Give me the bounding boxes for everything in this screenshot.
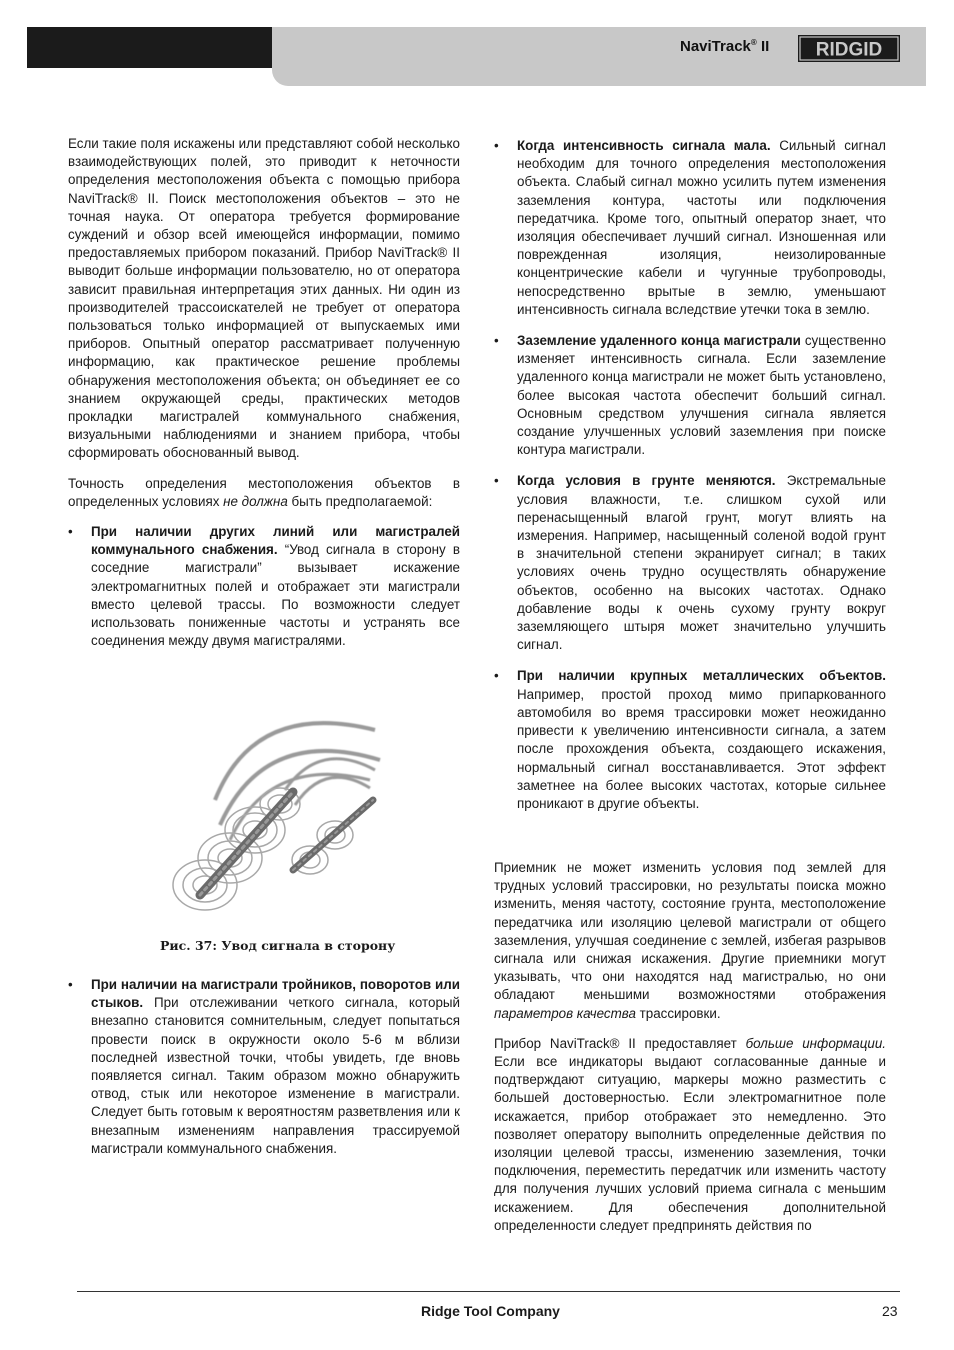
header-black-bar: [27, 27, 272, 68]
left-column-lower: [68, 976, 460, 1171]
paragraph: Прибор NaviTrack® II предоставляет больше информации. Если все индикаторы выдают согласованные данные и подтверждают ситуацию, маркеры можно разместить с большей достоверностью. Если электромагнитное поле искажается, прибор отображает это немедленно. Это позволяет оператору выполнить определенные действия по изоляции целевой трассы, изменению заземления, точки подключения, переместить передатчик или изменить частоту для получения лучших условий приема сигнала с меньшим искажением. Для обеспечения дополнительной определенности следует предпринять действия по: [494, 1035, 886, 1233]
footer-divider: [77, 1291, 900, 1292]
right-column-lower: [494, 859, 886, 1247]
right-column: [494, 137, 886, 826]
left-column: [68, 135, 460, 663]
footer-company: Ridge Tool Company: [421, 1303, 560, 1319]
list-item: • При наличии других линий или магистралей коммунального снабжения. “Увод сигнала в сторону в соседние магистрали” вызывает искажение электромагнитных полей и отображает эти магистрали вместо целевой трассы. По возможности следует использовать пониженные частоты и устранять все соединения между двумя магистралями.: [68, 523, 460, 650]
header-gray-tab: [272, 68, 926, 86]
bullet-list: [68, 976, 460, 1158]
paragraph: Приемник не может изменить условия под землей для трудных условий трассировки, но результаты поиска можно изменить, меняя частоту, состояние грунта, местоположение передатчика или изоляцию целевой магистрали от общего заземления, улучшая соединение с землей, избегая разрывов сигнала или снижая искажения. Другие приемники могут указывать, что они находятся над магистралью, но они обладают меньшими возможностями отображения параметров качества трассировки.: [494, 860, 886, 1021]
figure-signal-bleedover: [145, 680, 430, 930]
paragraph: Точность определения местоположения объектов в определенных условиях не должна быть предполагаемой:: [68, 475, 460, 509]
ridgid-logo-text: RIDGID: [815, 39, 883, 61]
list-item: • Заземление удаленного конца магистрали существенно изменяет интенсивность сигнала. Если заземление удаленного конца магистрали не может быть установлено, более высокая частота обеспечит больший сигнал. Основным средством улучшения сигнала является создание улучшенных условий заземления при поиске контура магистрали.: [494, 332, 886, 459]
list-item: • При наличии крупных металлических объектов. Например, простой проход мимо припаркованного автомобиля во время трассировки может неожиданно привести к увеличению интенсивности сигнала, а затем после прохождения объекта, создающего искажения, нормальный сигнал восстанавливается. Этот эффект заметнее на более высоких частотах, которые сильнее проникают в другие объекты.: [494, 667, 886, 813]
list-item: • При наличии на магистрали тройников, поворотов или стыков. При отслеживании четкого сигнала, который внезапно становится сомнительным, следует попытаться провести поиск в окружности около 5-6 м вблизи последней известной точки, чтобы увидеть, где вновь появляется сигнал. Таким образом можно обнаружить отвод, стык или некоторое изменение в магистрали. Следует быть готовым к вероятностям разветвления или к внезапным изменениям направления трассируемой магистрали коммунального снабжения.: [68, 976, 460, 1158]
list-item: • Когда интенсивность сигнала мала. Сильный сигнал необходим для точного определения местоположения объекта. Слабый сигнал можно усилить путем изменения заземления контура, частоты или подключения передатчика. Кроме того, опытный оператор знает, что изоляция обеспечивает лучший сигнал. Изношенная или поврежденная изоляция, неизолированные концентрические кабели и чугунные трубопроводы, непосредственно врытые в землю, уменьшают интенсивность сигнала вследствие утечки тока в землю.: [494, 137, 886, 319]
ridgid-logo: [798, 35, 900, 62]
list-item: • Когда условия в грунте меняются. Экстремальные условия влажности, т.е. слишком сухой или перенасыщенный влагой грунт, могут влиять на измерения. Например, насыщенный соленой водой грунт в значительной степени экранирует сигнал; в таких условиях очень трудно осуществлять обнаружение объектов, особенно на высоких частотах. Однако добавление воды к очень сухому грунту вокруг заземляющего штыря может значительно улучшить сигнал.: [494, 472, 886, 654]
page-number: 23: [882, 1303, 898, 1319]
figure-caption: Рис. 37: Увод сигнала в сторону: [160, 938, 396, 953]
product-name: NaviTrack® II: [680, 38, 770, 55]
paragraph: Если такие поля искажены или представляют собой несколько взаимодействующих полей, это приводит к неточности определения местоположения объекта с помощью прибора NaviTrack® II. Поиск местоположения объектов – это не точная наука. От оператора требуется формирование суждений и обзор всей имеющейся информации, помимо предоставляемых прибором показаний. Прибор NaviTrack® II выводит больше информации пользователю, но от оператора зависит правильная интерпретация этих данных. Ни один из производителей трассоискателей не требует от оператора пользоваться только информацией от выпускаемых ими приборов. Опытный оператор рассматривает полученную информацию, как практическое решение проблемы обнаружения местоположения объекта; он объединяет ее со знанием окружающей среды, практических методов прокладки магистралей коммунального снабжения, визуальными наблюдениями и знанием прибора, чтобы сформировать обоснованный вывод.: [68, 136, 460, 461]
bullet-list: [68, 523, 460, 650]
bullet-list: [494, 137, 886, 813]
